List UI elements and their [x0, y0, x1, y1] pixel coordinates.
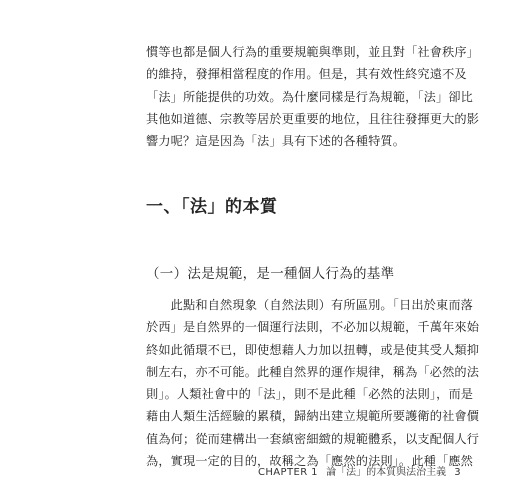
text-line: 值為何；從而建構出一套縝密細緻的規範體系，以支配個人行: [146, 431, 480, 446]
text-line: 響力呢？這是因為「法」具有下述的各種特質。: [146, 134, 406, 149]
subsection-heading: （一）法是規範，是一種個人行為的基準: [146, 266, 395, 282]
text-line: 其他如道德、宗教等居於更重要的地位，且往往發揮更大的影: [146, 111, 480, 126]
text-line: 「法」所能提供的功效。為什麼同樣是行為規範，「法」卻比: [146, 89, 474, 104]
text-line: 於西」是自然界的一個運行法則，不必加以規範，千萬年來始: [146, 320, 480, 335]
text-line: 制左右，亦不可能。此種自然界的運作規律，稱為「必然的法: [146, 364, 480, 379]
text-line: 終如此循環不已，即使想藉人力加以扭轉，或是使其受人類抑: [146, 342, 480, 357]
footer-chapter: CHAPTER 1: [258, 467, 318, 478]
text-line: 的維持，發揮相當程度的作用。但是，其有效性終究遠不及: [146, 67, 467, 82]
page-footer: [258, 463, 466, 478]
text-line: 藉由人類生活經驗的累積，歸納出建立規範所要護衛的社會價: [146, 409, 480, 424]
text-line: 此點和自然現象（自然法則）有所區別。「日出於東而落: [146, 298, 474, 312]
text-line: 慣等也都是個人行為的重要規範與準則，並且對「社會秩序」: [146, 45, 480, 59]
section-heading: 一、「法」的本質: [146, 197, 278, 217]
text-line: 為，實現一定的目的，故稱之為「應然的法則」。此種「應然: [146, 454, 474, 469]
page-number: 3: [454, 467, 461, 478]
body-paragraph: [146, 294, 480, 472]
footer-title: 論「法」的本質與法治主義: [326, 467, 447, 478]
text-line: 則」。人類社會中的「法」，則不是此種「必然的法則」，而是: [146, 387, 474, 402]
intro-paragraph: [146, 41, 480, 152]
